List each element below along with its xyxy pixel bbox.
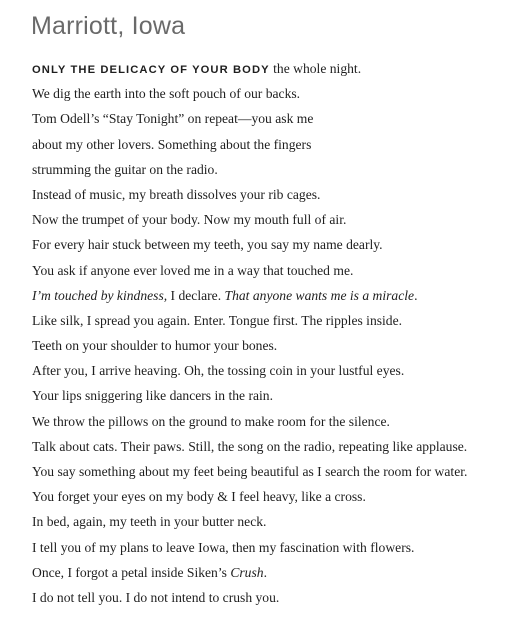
poem-line-2: We dig the earth into the soft pouch of our backs. xyxy=(32,86,301,102)
poem-line-1-rest: the whole night. xyxy=(269,61,362,76)
poem-line-13: After you, I arrive heaving. Oh, the tossing coin in your lustful eyes. xyxy=(32,363,405,379)
poem-line-6: Instead of music, my breath dissolves your rib cages. xyxy=(32,186,321,202)
poem-line-10 xyxy=(32,283,467,308)
poem-line-21 xyxy=(32,560,467,585)
poem-line-21-start: Once, I forgot a petal inside Siken’s xyxy=(32,564,231,580)
poem-line-22: I do not tell you. I do not intend to crush you. xyxy=(32,589,280,605)
poem-line-18: You forget your eyes on my body & I feel heavy, like a cross. xyxy=(32,489,366,505)
poem-line-10-italic-2: That anyone wants me is a miracle xyxy=(224,287,415,303)
poem-line-17: You say something about my feet being beautiful as I search the room for water. xyxy=(32,464,468,479)
poem-line-20: I tell you of my plans to leave Iowa, then my fascination with flowers. xyxy=(32,539,415,555)
poem-line-8: For every hair stuck between my teeth, you say my name dearly. xyxy=(32,237,383,253)
poem-line-21-end: . xyxy=(263,564,267,580)
page-title: Marriott, Iowa xyxy=(31,12,186,40)
poem-line-14: Your lips sniggering like dancers in the rain. xyxy=(32,388,274,404)
poem-book-title: Crush xyxy=(230,564,264,580)
poem-opening-caps: ONLY THE DELICACY OF YOUR BODY xyxy=(32,64,270,76)
poem-line-11: Like silk, I spread you again. Enter. Tongue first. The ripples inside. xyxy=(32,312,403,328)
poem-line-15: We throw the pillows on the ground to make room for the silence. xyxy=(32,413,390,429)
poem-line-1 xyxy=(32,56,467,81)
poem-line-7: Now the trumpet of your body. Now my mouth full of air. xyxy=(32,212,347,228)
poem-line-10-middle: I declare. xyxy=(167,287,225,303)
poem-line-5: strumming the guitar on the radio. xyxy=(32,161,218,177)
poem-line-16: Talk about cats. Their paws. Still, the song on the radio, repeating like applause. xyxy=(32,438,468,454)
poem-line-4: about my other lovers. Something about the fingers xyxy=(32,136,312,152)
poem-line-10-italic-1: I’m touched by kindness, xyxy=(32,287,168,303)
poem-line-19: In bed, again, my teeth in your butter neck. xyxy=(32,514,267,530)
poem-line-3: Tom Odell’s “Stay Tonight” on repeat—you ask me xyxy=(32,111,314,127)
poem-line-9: You ask if anyone ever loved me in a way that touched me. xyxy=(32,262,354,278)
poem-line-10-end: . xyxy=(414,287,418,303)
poem-body xyxy=(32,56,467,610)
poem-line-12: Teeth on your shoulder to humor your bones. xyxy=(32,338,278,354)
